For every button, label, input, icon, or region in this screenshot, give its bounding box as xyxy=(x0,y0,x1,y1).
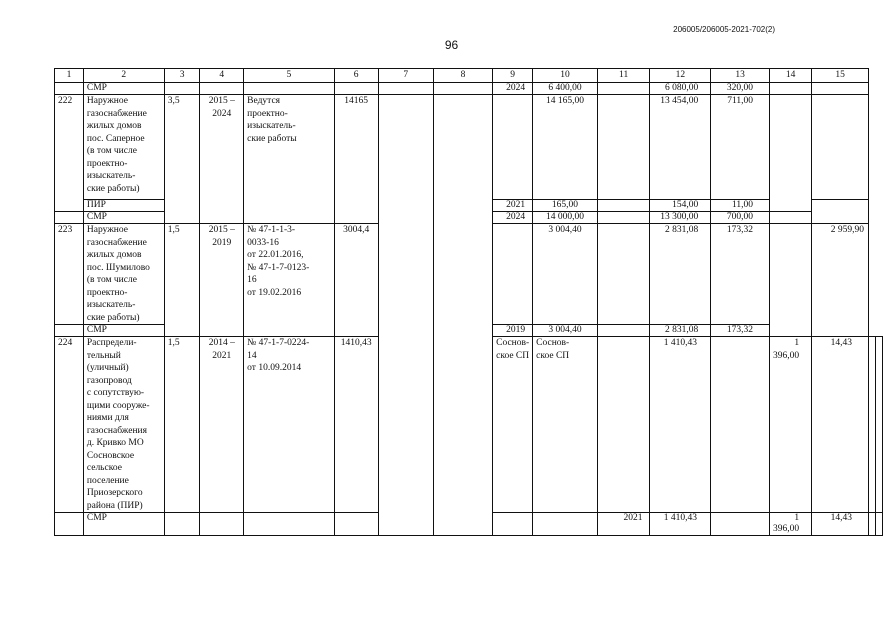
local-cost: 711,00 xyxy=(711,95,770,200)
column-number: 6 xyxy=(334,69,378,83)
local-cost: 173,32 xyxy=(711,224,770,325)
customer-cell xyxy=(378,95,433,536)
cell xyxy=(55,325,84,337)
total-cost: 1 410,43 xyxy=(650,337,711,513)
column-number: 15 xyxy=(812,69,869,83)
cell xyxy=(597,212,650,224)
object-name: Распредели- тельный (уличный) газопровод с сопутствую- щими сооруже- ниями для газоснабжения д. Кривко МО Сосновское сельское поселение Приозерского района (ПИР) xyxy=(83,337,164,513)
sub-label: ПИР xyxy=(83,200,164,212)
column-number: 3 xyxy=(164,69,200,83)
row-number: 222 xyxy=(55,95,84,212)
fact-cost: 2 959,90 xyxy=(812,224,869,337)
capacity-cell: 1,5 xyxy=(164,337,200,513)
federal-cost: 13 454,00 xyxy=(650,95,711,200)
capacity-cell: 3,5 xyxy=(164,95,200,224)
column-number: 10 xyxy=(533,69,598,83)
column-number: 5 xyxy=(244,69,335,83)
total-cost: 1 410,43 xyxy=(650,513,711,536)
cell xyxy=(869,513,876,536)
cell xyxy=(770,83,812,95)
cell xyxy=(711,337,770,513)
local-cost: 11,00 xyxy=(711,200,770,212)
object-name: Наружное газоснабжение жилых домов пос. Саперное (в том числе проектно- изыскатель- ские работы) xyxy=(83,95,164,200)
cell xyxy=(55,513,84,536)
document-cell: Ведутся проектно- изыскатель- ские работы xyxy=(244,95,335,224)
total-cost: 165,00 xyxy=(533,200,598,212)
federal-cost: 13 300,00 xyxy=(650,212,711,224)
cell xyxy=(876,337,883,513)
column-number: 9 xyxy=(493,69,533,83)
carryover-row xyxy=(55,83,883,95)
owner-cell xyxy=(433,95,492,536)
year-cell: 2021 xyxy=(597,513,650,536)
cell xyxy=(378,83,433,95)
owner-cell: Соснов- ское СП xyxy=(533,337,598,513)
year-cell xyxy=(597,337,650,513)
cell xyxy=(711,513,770,536)
page-number: 96 xyxy=(444,38,459,52)
total-cost: 14 165,00 xyxy=(533,95,598,200)
year-cell xyxy=(493,224,533,325)
total-cost: 3 004,40 xyxy=(533,325,598,337)
cell xyxy=(597,83,650,95)
cell xyxy=(597,95,650,200)
program-table xyxy=(54,68,883,536)
sub-label: СМР xyxy=(83,212,164,224)
cell xyxy=(334,513,378,536)
cell xyxy=(770,224,812,337)
year-cell: 2021 xyxy=(493,200,533,212)
row-number: 223 xyxy=(55,224,84,325)
federal-cost: 1 396,00 xyxy=(770,513,812,536)
local-cost: 14,43 xyxy=(812,337,869,513)
object-name: Наружное газоснабжение жилых домов пос. Шумилово (в том числе проектно- изыскатель- ские работы) xyxy=(83,224,164,325)
column-number: 8 xyxy=(433,69,492,83)
year-cell: 2024 xyxy=(493,83,533,95)
row-number: 224 xyxy=(55,337,84,513)
year-cell: 2019 xyxy=(493,325,533,337)
year-cell: 2024 xyxy=(493,212,533,224)
column-number: 1 xyxy=(55,69,84,83)
sub-label: СМР xyxy=(83,83,164,95)
cell xyxy=(164,83,200,95)
cell xyxy=(812,83,869,95)
cell xyxy=(876,513,883,536)
cell xyxy=(770,95,812,212)
cell xyxy=(770,212,812,224)
cell xyxy=(869,337,876,513)
cell xyxy=(200,513,244,536)
cell xyxy=(493,513,533,536)
total-cost: 6 400,00 xyxy=(533,83,598,95)
period-cell: 2014 – 2021 xyxy=(200,337,244,513)
federal-cost: 2 831,08 xyxy=(650,325,711,337)
period-cell: 2015 – 2019 xyxy=(200,224,244,337)
cell xyxy=(55,83,84,95)
cell xyxy=(433,83,492,95)
document-cell: № 47-1-7-0224- 14 от 10.09.2014 xyxy=(244,337,335,513)
capacity-cell: 1,5 xyxy=(164,224,200,337)
cell xyxy=(812,200,869,224)
column-number: 7 xyxy=(378,69,433,83)
cell xyxy=(597,224,650,325)
cell xyxy=(533,513,598,536)
local-cost: 320,00 xyxy=(711,83,770,95)
cell xyxy=(597,325,650,337)
cell xyxy=(200,83,244,95)
estimate-cell: 3004,4 xyxy=(334,224,378,337)
column-number: 12 xyxy=(650,69,711,83)
cell xyxy=(164,513,200,536)
cell xyxy=(812,95,869,200)
total-cost: 14 000,00 xyxy=(533,212,598,224)
federal-cost: 154,00 xyxy=(650,200,711,212)
estimate-cell: 14165 xyxy=(334,95,378,224)
column-number: 2 xyxy=(83,69,164,83)
customer-cell: Соснов- ское СП xyxy=(493,337,533,513)
cell xyxy=(244,83,335,95)
cell xyxy=(55,212,84,224)
estimate-cell: 1410,43 xyxy=(334,337,378,513)
column-number: 4 xyxy=(200,69,244,83)
cell xyxy=(597,200,650,212)
sub-label: СМР xyxy=(83,325,164,337)
column-number: 14 xyxy=(770,69,812,83)
column-number: 13 xyxy=(711,69,770,83)
local-cost: 700,00 xyxy=(711,212,770,224)
cell xyxy=(334,83,378,95)
sub-label: СМР xyxy=(83,513,164,536)
federal-cost: 6 080,00 xyxy=(650,83,711,95)
period-cell: 2015 – 2024 xyxy=(200,95,244,224)
document-cell: № 47-1-1-3- 0033-16 от 22.01.2016, № 47-1-7-0123- 16 от 19.02.2016 xyxy=(244,224,335,337)
table-row xyxy=(55,95,883,200)
year-cell xyxy=(493,95,533,200)
federal-cost: 1 396,00 xyxy=(770,337,812,513)
column-number: 11 xyxy=(597,69,650,83)
local-cost: 14,43 xyxy=(812,513,869,536)
federal-cost: 2 831,08 xyxy=(650,224,711,325)
document-id: 206005/206005-2021-702(2) xyxy=(673,25,775,34)
column-number-row xyxy=(55,69,883,83)
local-cost: 173,32 xyxy=(711,325,770,337)
total-cost: 3 004,40 xyxy=(533,224,598,325)
cell xyxy=(244,513,335,536)
